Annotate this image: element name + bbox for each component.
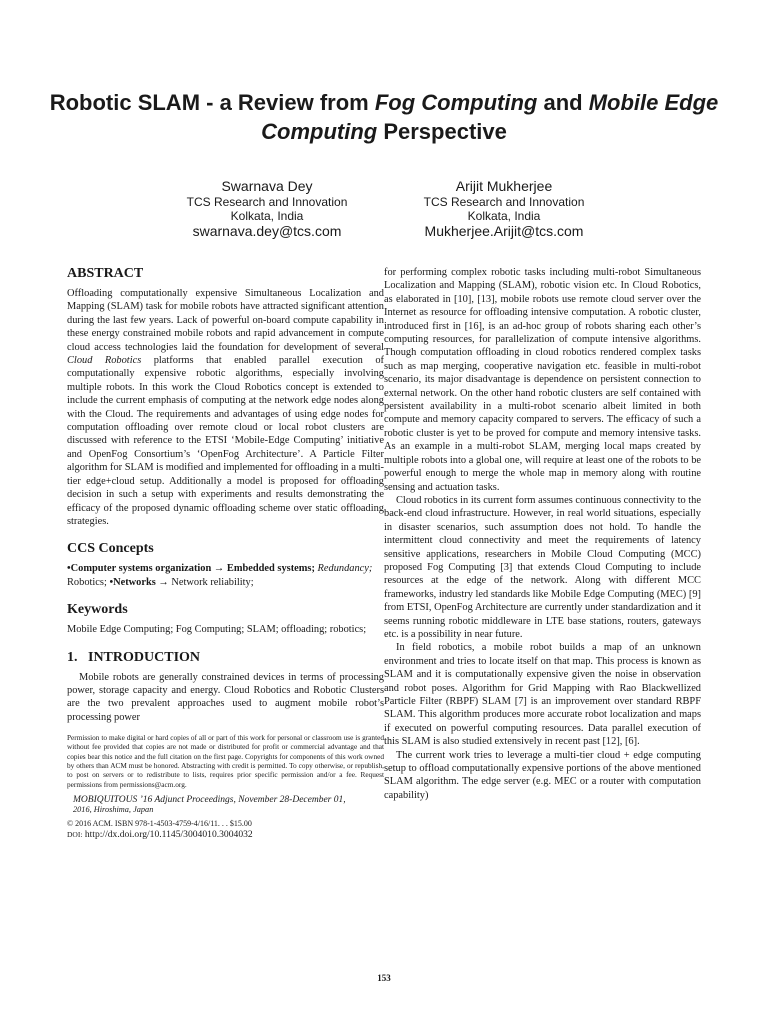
abstract-text xyxy=(67,287,384,528)
ccs-heading: CCS Concepts xyxy=(67,541,154,557)
ccs-term-2: Embedded systems; xyxy=(226,563,315,575)
title-part-2: and xyxy=(537,90,589,115)
right-column xyxy=(384,266,701,802)
body-paragraph: for performing complex robotic tasks including multi-robot Simultaneous Localization and Mapping (SLAM), robotic vision etc. In Cloud Robotics, as elaborated in [10], [13], mobile robots use remote cloud server over the Internet as resource for offloading intensive computation. A robotic cluster, introduced first in [16], is an ad-hoc group of robots sharing each other’s computing resources, for parallelization of compute intensive algorithms. Though computation offloading in cloud robotics rendered complex tasks such as map merging, cooperative navigation etc. feasible in multi-robot scenario, its major disadvantage is dependence on persistent connection to external network. On the other hand robotic clusters are self contained with persistent availability in a multi-robot scenario albeit limited in both compute and memory capacity compared to servers. The efficacy of such a robotic cluster is yet to be proved for compute and memory intensive tasks. As an example in a multi-robot SLAM, merging local maps created by multiple robots into a global one, will require at least one of the robots to be powerful enough to merge the whole map in memory along with routine sensing and actuation tasks. xyxy=(384,267,701,493)
keywords-text: Mobile Edge Computing; Fog Computing; SLAM; offloading; robotics; xyxy=(67,624,367,636)
ccs-term-5: •Networks xyxy=(109,576,156,588)
keywords-heading: Keywords xyxy=(67,602,128,618)
abstract-text-part-2: platforms that enabled parallel execution of computationally expensive robotic algorithms, especially involving multiple robots. In this work the Cloud Robotics concept is extended to include the current emphasis of computing at the network edge nodes along with the Cloud. The requirements and advantages of using edge nodes for computation offloading over remote cloud or local robot clusters are discussed with reference to the ETSI ‘Mobile-Edge Computing’ initiative and OpenFog Consortium’s ‘OpenFog Architecture’. A Particle Filter algorithm for SLAM is modified and implemented for offloading in a multi-tier edge+cloud setup. Additionally a model is proposed for offloading decision in such a setup with experiments and results demonstrating the efficacy of the proposed dynamic offloading scheme over static offloading strategies. xyxy=(67,355,384,527)
author-location: Kolkata, India xyxy=(230,209,304,223)
author-name: Arijit Mukherjee xyxy=(455,178,553,194)
permission-notice: Permission to make digital or hard copies of all or part of this work for personal or classroom use is granted without fee provided that copies are not made or distributed for profit or commercial advantage and that copies bear this notice and the full citation on the first page. Copyrights for components of this work owned by others than ACM must be honored. Abstracting with credit is permitted. To copy otherwise, or republish, to post on servers or to redistribute to lists, requires prior specific permission and/or a fee. Request permissions from permissions@acm.org. xyxy=(67,733,384,789)
author-email[interactable]: swarnava.dey@tcs.com xyxy=(192,223,342,239)
introduction-paragraph: Mobile robots are generally constrained devices in terms of processing power, storage capacity and energy. Cloud Robotics and Robotic Clusters are the two prevalent approaches used to augment mobile robot’s processing power xyxy=(67,671,384,723)
body-paragraph: The current work tries to leverage a multi-tier cloud + edge computing setup to offload computationally expensive portions of the above mentioned SLAM algorithm. The edge server (e.g. MEC or a router with computation capability) xyxy=(384,749,701,801)
author-block-2 xyxy=(354,178,654,239)
ccs-term-6: Network reliability; xyxy=(171,576,254,588)
venue-info xyxy=(67,795,384,815)
body-paragraph: In field robotics, a mobile robot builds a map of an unknown environment and tries to locate itself on that map. This process is known as SLAM and it is computationally expensive given the noise in observation and robot poses. Algorithm for Grid Mapping with Rao Blackwellized Particle Filter (RBPF) SLAM [7] is an improvement over standard RBPF SLAM. This algorithm produces more accurate robot localization and maps if executed on powerful computing resources. Data parallel execution of this SLAM is also studied extensively in recent past [12], [6]. xyxy=(384,642,701,748)
body-paragraph: Cloud robotics in its current form assumes continuous connectivity to the back-end cloud infrastructure. However, in real world situations, especially in disaster scenarios, such assumption does not hold. To handle the intermittent cloud connectivity and meet the requirements of latency sensitive applications, researchers in Mobile Cloud Computing (MCC) proposed Fog Computing [3] that extends Cloud Computing to include resources at the edge of the network. Along with different MCC frameworks, industry led standards like Mobile Edge Computing (MEC) [9] from ETSI, OpenFog Architecture are currently under standardization and it seems running robotic middleware in LTE base stations, routers, gateways etc. is a possibility in near future. xyxy=(384,494,701,640)
ccs-arrow-2: → xyxy=(155,576,172,588)
copyright-line: © 2016 ACM. ISBN 978-1-4503-4759-4/16/11. . . $15.00 xyxy=(67,818,252,828)
ccs-arrow-1: → xyxy=(211,563,227,575)
ccs-text xyxy=(67,562,384,589)
doi-label: DOI: xyxy=(67,829,83,839)
abstract-text-part-1: Offloading computationally expensive Simultaneous Localization and Mapping (SLAM) task for mobile robots have attracted significant attention during the last few years. Lack of powerful on-board compute capability in these energy constrained mobile robots and rapid advancement in compute cloud access technologies laid the foundation for development of several xyxy=(67,288,384,353)
paper-title xyxy=(40,88,728,146)
title-part-3: Perspective xyxy=(377,119,507,144)
title-emphasis-fog: Fog Computing xyxy=(374,90,538,115)
abstract-emphasis: Cloud Robotics xyxy=(67,355,142,367)
venue-line-1: MOBIQUITOUS ’16 Adjunct Proceedings, November 28-December 01, xyxy=(73,794,346,805)
author-name: Swarnava Dey xyxy=(221,178,313,194)
ccs-term-1: •Computer systems organization xyxy=(67,563,212,575)
ccs-term-4: Robotics; xyxy=(67,576,110,588)
ccs-term-3: Redundancy; xyxy=(314,563,373,575)
title-part-1: Robotic SLAM - a Review from xyxy=(49,90,375,115)
abstract-heading: ABSTRACT xyxy=(67,266,144,281)
page-number: 153 xyxy=(377,973,391,983)
author-email[interactable]: Mukherjee.Arijit@tcs.com xyxy=(424,223,584,239)
doi-line xyxy=(67,829,384,841)
left-column xyxy=(67,266,384,841)
author-affiliation: TCS Research and Innovation xyxy=(423,195,585,209)
venue-line-2: 2016, Hiroshima, Japan xyxy=(73,804,154,814)
introduction-heading: 1. INTRODUCTION xyxy=(67,649,201,665)
author-location: Kolkata, India xyxy=(467,209,541,223)
doi-link[interactable]: http://dx.doi.org/10.1145/3004010.3004032 xyxy=(82,828,253,840)
title-emphasis-mec: Mobile Edge Computing xyxy=(261,90,719,144)
author-affiliation: TCS Research and Innovation xyxy=(186,195,348,209)
